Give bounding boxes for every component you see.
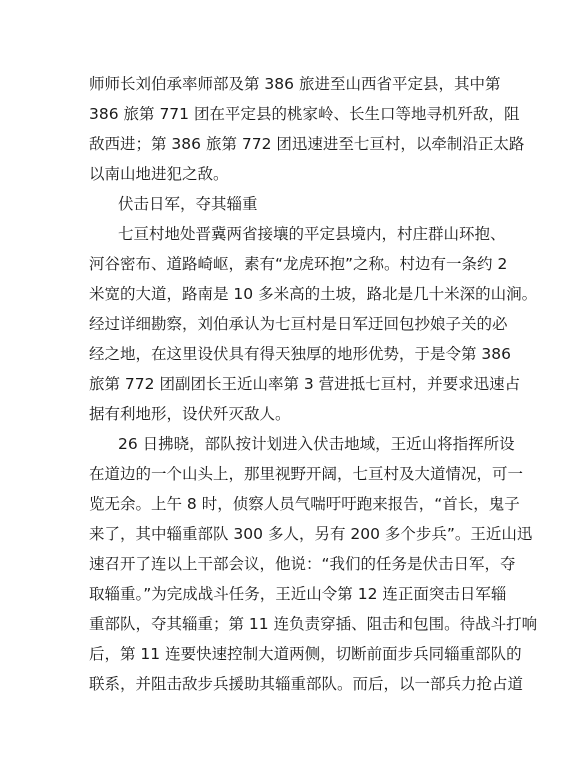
text-line: 来了，其中辎重部队 300 多人，另有 200 多个步兵”。王近山迅 [89, 525, 533, 543]
text-line: 速召开了连以上干部会议，他说：“我们的任务是伏击日军，夺 [89, 555, 516, 573]
text-line: 览无余。上午 8 时，侦察人员气喘吁吁跑来报告，“首长，鬼子 [89, 495, 520, 513]
text-line: 取辎重。”为完成战斗任务，王近山令第 12 连正面突击日军辎 [89, 585, 507, 603]
text-line: 以南山地进犯之敌。 [89, 165, 229, 183]
text-line: 后，第 11 连要快速控制大道两侧，切断前面步兵同辎重部队的 [89, 645, 522, 663]
text-line: 在道边的一个山头上，那里视野开阔，七亘村及大道情况，可一 [89, 465, 524, 483]
text-line: 七亘村地处晋冀两省接壤的平定县境内，村庄群山环抱、 [118, 225, 506, 243]
text-line: 联系，并阻击敌步兵援助其辎重部队。而后，以一部兵力抢占道 [89, 675, 524, 693]
text-line: 经之地，在这里设伏具有得天独厚的地形优势，于是令第 386 [89, 345, 512, 363]
text-line: 386 旅第 771 团在平定县的桃家岭、长生口等地寻机歼敌，阻 [89, 105, 520, 123]
text-line: 米宽的大道，路南是 10 多米高的土坡，路北是几十米深的山涧。 [89, 285, 538, 303]
text-line: 26 日拂晓，部队按计划进入伏击地域，王近山将指挥所设 [118, 435, 515, 453]
text-line: 经过详细勘察，刘伯承认为七亘村是日军迂回包抄娘子关的必 [89, 315, 508, 333]
text-line: 据有利地形，设伏歼灭敌人。 [89, 405, 291, 423]
text-line: 河谷密布、道路崎岖，素有“龙虎环抱”之称。村边有一条约 2 [89, 255, 508, 273]
text-line: 旅第 772 团副团长王近山率第 3 营进抵七亘村，并要求迅速占 [89, 375, 521, 393]
text-line: 敌西进；第 386 旅第 772 团迅速进至七亘村，以牵制沿正太路 [89, 135, 525, 153]
section-heading: 伏击日军，夺其辎重 [118, 195, 258, 213]
text-line: 重部队，夺其辎重；第 11 连负责穿插、阻击和包围。待战斗打响 [89, 615, 538, 633]
text-line: 师师长刘伯承率师部及第 386 旅进至山西省平定县，其中第 [89, 75, 501, 93]
